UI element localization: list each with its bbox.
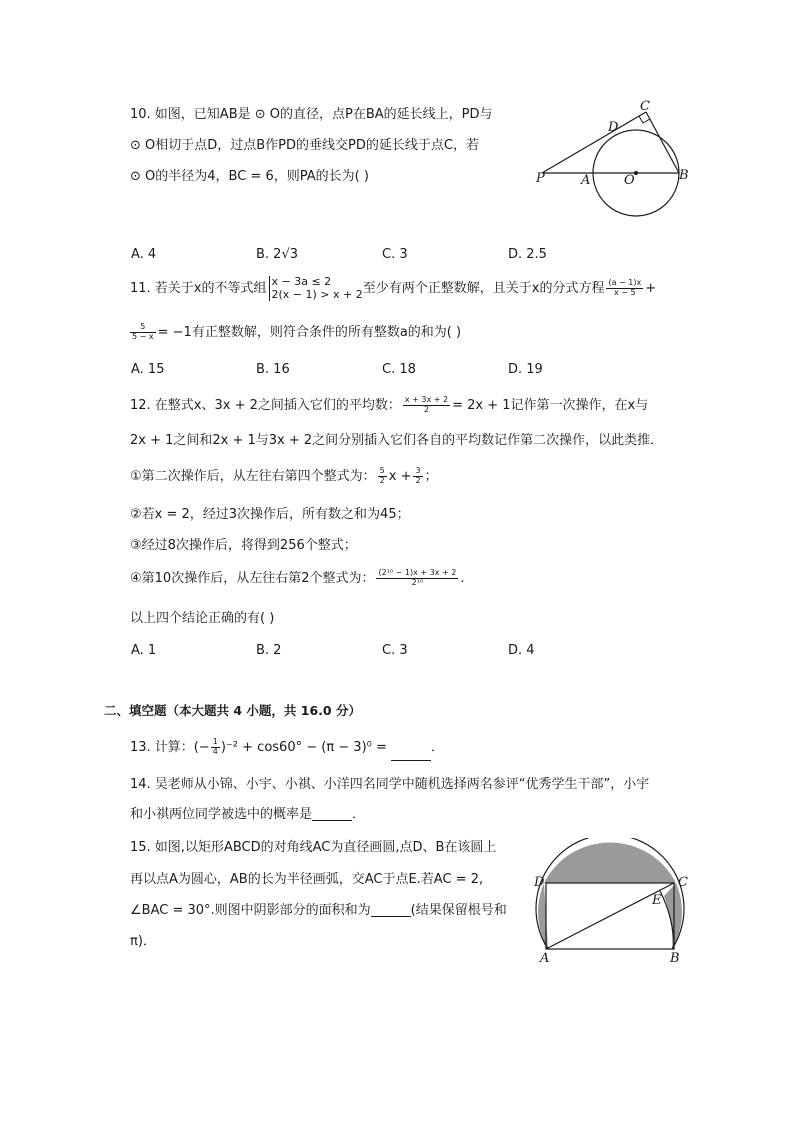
q12-item4-num: (2¹⁰ − 1)x + 3x + 2	[378, 568, 457, 578]
q11-option-c[interactable]: C. 18	[382, 362, 416, 377]
q10-line3: ⊙ O的半径为4，BC = 6，则PA的长为( )	[130, 169, 369, 184]
q11-frac2-den: 5 − x	[132, 332, 154, 341]
q15-label-d: D	[534, 875, 545, 890]
q12-item1-f1-den: 2	[379, 476, 385, 485]
q11-fraction1	[606, 279, 643, 298]
q12-item4-text: ④第10次操作后，从左往右第2个整式为：	[130, 571, 375, 586]
q12-item4-fraction	[376, 569, 458, 588]
q11-text-b: 至少有两个正整数解，且关于x的分式方程	[362, 281, 605, 297]
q12-item4-den: 2¹⁰	[411, 578, 424, 587]
q15-label-e: E	[652, 893, 662, 908]
q15-line3	[130, 904, 507, 917]
q12-option-a[interactable]: A. 1	[131, 643, 157, 658]
q12-item1-f1-num: 5	[379, 466, 385, 476]
q12-avg-num: x + 3x + 2	[404, 395, 449, 405]
q12-option-d[interactable]: D. 4	[508, 643, 535, 658]
q12-item1-frac2	[413, 467, 422, 486]
q12-text-b: = 2x + 1记作第一次操作，在x与	[452, 398, 649, 413]
q12-conclusion: 以上四个结论正确的有( )	[130, 611, 275, 626]
q12-line1	[130, 393, 648, 419]
q15-figure	[532, 838, 702, 965]
q11-line2	[130, 320, 461, 346]
q12-item2: ②若x = 2，经过3次操作后，所有数之和为45；	[130, 507, 410, 522]
q15-label-a: A	[540, 951, 550, 965]
q15-label-c: C	[678, 875, 688, 890]
q11-line1	[130, 276, 656, 302]
q10-label-b: B	[679, 168, 689, 183]
q10-option-c[interactable]: C. 3	[382, 247, 408, 262]
q15-answer-blank[interactable]	[371, 915, 411, 917]
q11-sys-line1: x − 3a ≤ 2	[271, 275, 332, 288]
q13-fraction	[211, 738, 220, 757]
q12-item1-f2-num: 3	[415, 466, 421, 476]
q14-text: 和小祺两位同学被选中的概率是	[130, 807, 313, 822]
q11-plus: +	[645, 281, 657, 297]
q15-shade-right	[664, 883, 682, 949]
q10-figure	[528, 98, 698, 223]
q10-label-d: D	[608, 120, 619, 135]
q12-item4-end: .	[460, 571, 465, 586]
q12-item1-f2-den: 2	[415, 476, 421, 485]
q11-option-d[interactable]: D. 19	[508, 362, 543, 377]
q12-line2: 2x + 1之间和2x + 1与3x + 2之间分别插入它们各自的平均数记作第二次操作，以此类推．	[130, 433, 664, 448]
q11-text-a: 11. 若关于x的不等式组	[130, 281, 267, 297]
q13-text-b: )⁻² + cos60° − (π − 3)⁰ =	[220, 740, 392, 755]
q10-option-d[interactable]: D. 2.5	[508, 247, 547, 262]
q15-text-b: (结果保留根号和	[410, 903, 507, 918]
q13-answer-blank[interactable]	[391, 759, 431, 761]
q11-text-c: = −1有正整数解，则符合条件的所有整数a的和为( )	[157, 325, 462, 340]
q15-line4: π)．	[130, 934, 156, 949]
q10-option-b[interactable]: B. 2√3	[256, 247, 299, 262]
q14-answer-blank[interactable]	[312, 819, 352, 821]
q12-item1-text: ①第二次操作后，从左往右第四个整式为：	[130, 469, 376, 484]
q15-line1: 15. 如图,以矩形ABCD的对角线AC为直径画圆,点D、B在该圆上	[130, 840, 497, 855]
q12-item1-end: ；	[424, 469, 438, 484]
q12-item1	[130, 464, 438, 490]
q15-label-b: B	[670, 951, 680, 965]
q11-fraction2	[130, 323, 156, 342]
q10-label-c: C	[640, 99, 650, 114]
q12-item1-frac1	[378, 467, 387, 486]
q12-option-c[interactable]: C. 3	[382, 643, 408, 658]
q13-frac-num: 1	[212, 737, 218, 747]
q15-text-a: ∠BAC = 30°.则图中阴影部分的面积和为	[130, 903, 371, 918]
q14-line2	[130, 808, 365, 821]
q11-inequality-system	[269, 276, 363, 301]
q15-shade-top	[544, 842, 676, 883]
q14-end: ．	[352, 807, 366, 822]
q13-end: ．	[431, 740, 445, 755]
q12-item1-mid: x +	[388, 469, 412, 484]
q12-option-b[interactable]: B. 2	[256, 643, 282, 658]
q10-line-cb	[646, 112, 679, 173]
q10-option-a[interactable]: A. 4	[131, 247, 157, 262]
q11-frac2-num: 5	[130, 323, 156, 333]
q14-line1: 14. 吴老师从小锦、小宇、小祺、小洋四名同学中随机选择两名参评“优秀学生干部”，小宇	[130, 777, 650, 792]
q12-average-fraction	[403, 396, 450, 415]
q12-item4	[130, 566, 464, 592]
section-title-fill-in: 二、填空题（本大题共 4 小题，共 16.0 分）	[104, 703, 361, 718]
q13-text-a: 13. 计算：(−	[130, 740, 210, 755]
q10-line2: ⊙ O相切于点D，过点B作PD的垂线交PD的延长线于点C，若	[130, 138, 479, 153]
q13-line	[130, 735, 444, 761]
q10-label-o: O	[624, 173, 635, 188]
q12-item3: ③经过8次操作后，将得到256个整式；	[130, 538, 357, 553]
q10-label-p: P	[536, 171, 545, 186]
q11-frac1-num: (a − 1)x	[608, 278, 642, 288]
q11-sys-line2: 2(x − 1) > x + 2	[271, 287, 363, 301]
q10-line1: 10. 如图，已知AB是 ⊙ O的直径，点P在BA的延长线上，PD与	[130, 107, 493, 122]
q13-frac-den: 4	[212, 747, 218, 756]
q11-option-b[interactable]: B. 16	[256, 362, 290, 377]
q10-label-a: A	[581, 173, 591, 188]
q12-text-a: 12. 在整式x、3x + 2之间插入它们的平均数：	[130, 398, 401, 413]
q12-avg-den: 2	[423, 405, 430, 414]
q11-option-a[interactable]: A. 15	[131, 362, 165, 377]
q15-line2: 再以点A为圆心，AB的长为半径画弧，交AC于点E.若AC = 2,	[130, 872, 484, 887]
q11-frac1-den: x − 5	[614, 288, 636, 298]
